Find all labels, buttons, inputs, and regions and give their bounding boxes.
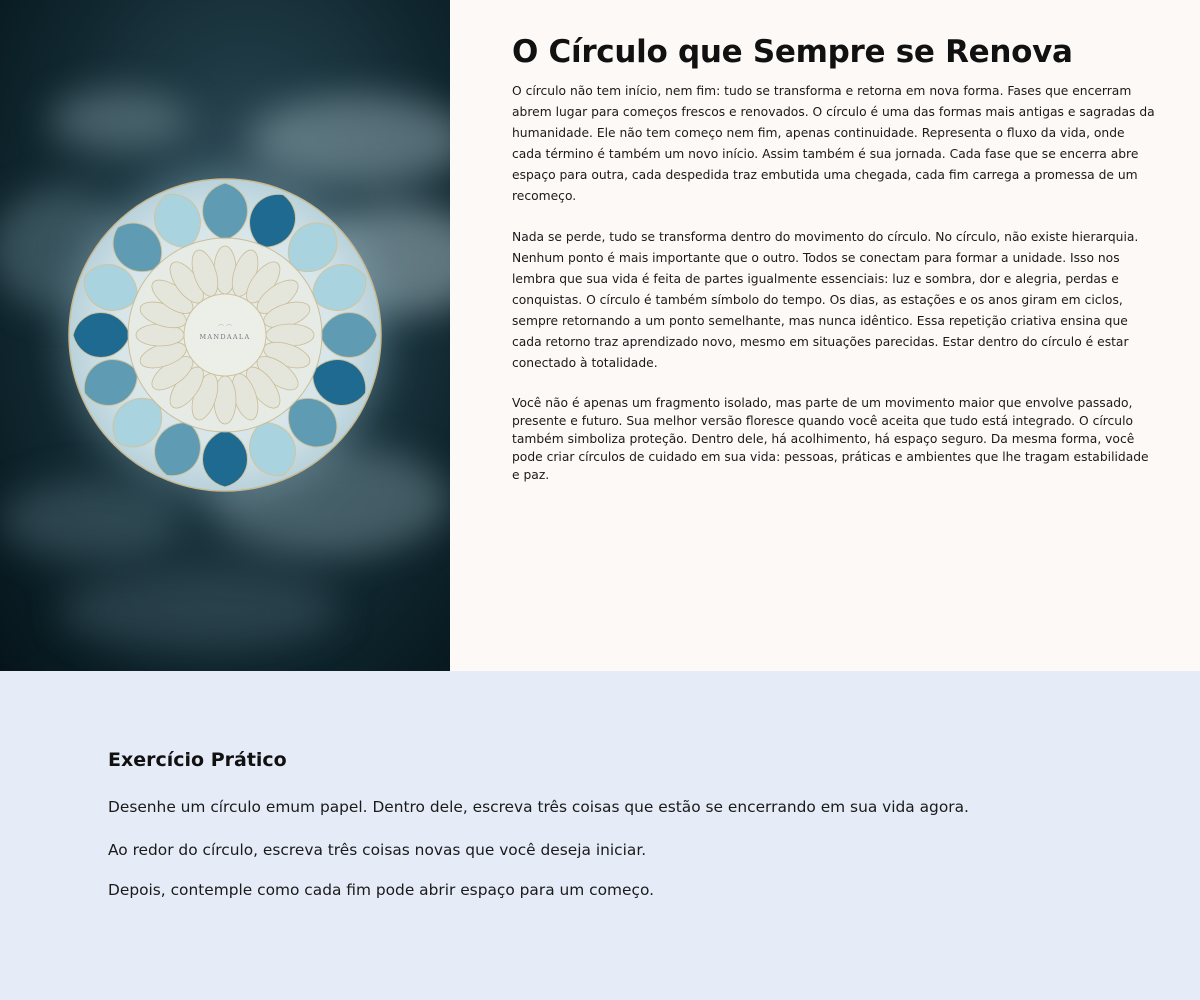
article-content <box>512 34 1157 504</box>
hero-image <box>0 0 450 671</box>
article-paragraph-1: O círculo não tem início, nem fim: tudo se transforma e retorna em nova forma. Fases que encerram abrem lugar para começos frescos e renovados. O círculo é uma das formas mais antigas e sagradas da humanidade. Ele não tem começo nem fim, apenas continuidade. Representa o fluxo da vida, onde cada término é também um novo início. Assim também é sua jornada. Cada fase que se encerra abre espaço para outra, cada despedida traz embutida uma chegada, cada fim carrega a promessa de um recomeço. <box>512 84 1155 204</box>
article-title: O Círculo que Sempre se Renova <box>512 34 1073 70</box>
exercise-section <box>0 671 1200 1000</box>
exercise-instruction-3: Depois, contemple como cada fim pode abrir espaço para um começo. <box>108 881 654 899</box>
article-paragraph-3: Você não é apenas um fragmento isolado, mas parte de um movimento maior que envolve passado, presente e futuro. Sua melhor versão floresce quando você aceita que tudo está integrado. O círculo também simboliza proteção. Dentro dele, há acolhimento, há espaço seguro. Da mesma forma, você pode criar círculos de cuidado em sua vida: pessoas, práticas e ambientes que lhe tragam estabilidade e paz. <box>512 396 1149 483</box>
mandala-logo-text: MANDAALA <box>199 333 251 341</box>
exercise-instruction-1: Desenhe um círculo emum papel. Dentro dele, escreva três coisas que estão se encerrando em sua vida agora. <box>108 798 969 816</box>
bird-icon: ⌒ ⌒ <box>218 325 232 332</box>
exercise-title: Exercício Prático <box>108 749 287 771</box>
exercise-instruction-2: Ao redor do círculo, escreva três coisas novas que você deseja iniciar. <box>108 841 647 859</box>
mandala-illustration <box>0 0 450 671</box>
article-paragraph-2: Nada se perde, tudo se transforma dentro do movimento do círculo. No círculo, não existe hierarquia. Nenhum ponto é mais importante que o outro. Todos se conectam para formar a unidade. Isso nos lembra que sua vida é feita de partes igualmente essenciais: luz e sombra, dor e alegria, perdas e conquistas. O círculo é também símbolo do tempo. Os dias, as estações e os anos giram em ciclos, sempre retornando a um ponto semelhante, mas nunca idêntico. Essa repetição criativa ensina que cada retorno traz aprendizado novo, mesmo em situações parecidas. Estar dentro do círculo é estar conectado à totalidade. <box>512 230 1139 371</box>
